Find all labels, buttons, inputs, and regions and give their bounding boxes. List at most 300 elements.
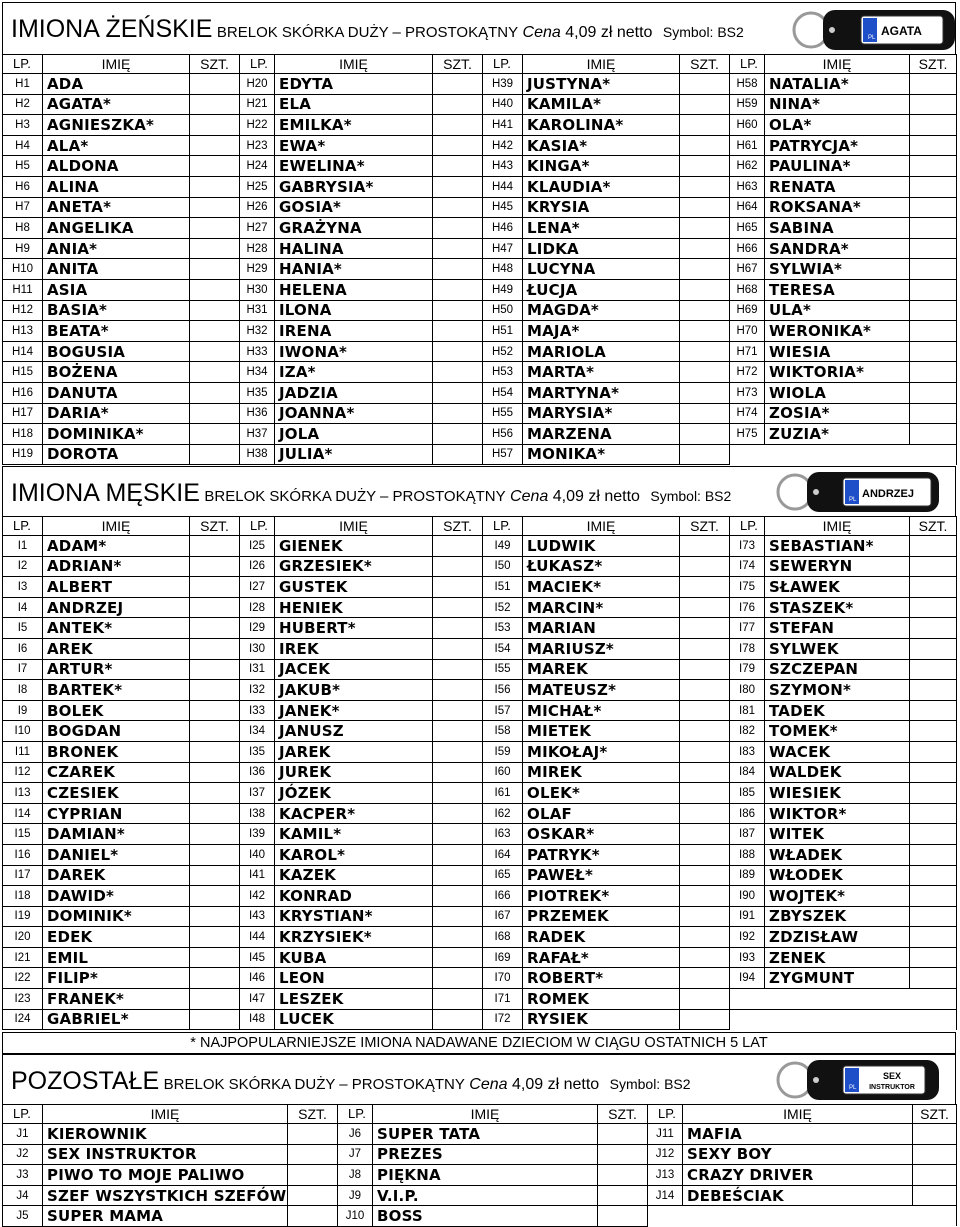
quantity-cell	[680, 156, 730, 177]
item-code: I10	[3, 721, 43, 742]
quantity-cell	[680, 783, 730, 804]
quantity-cell	[190, 741, 240, 762]
table-row	[3, 115, 957, 136]
item-name: GRZESIEK*	[275, 556, 433, 577]
table-row	[3, 218, 957, 239]
table-row	[3, 968, 957, 989]
item-code: I4	[3, 597, 43, 618]
item-name: MARIAN	[523, 618, 680, 639]
item-code: H25	[240, 176, 275, 197]
item-code: I75	[730, 577, 765, 598]
item-code: I74	[730, 556, 765, 577]
quantity-cell	[288, 1206, 338, 1227]
quantity-cell	[680, 618, 730, 639]
quantity-cell	[433, 1009, 483, 1030]
quantity-cell	[910, 844, 957, 865]
quantity-cell	[433, 824, 483, 845]
column-header-name: IMIĘ	[43, 517, 190, 536]
table-row	[3, 362, 957, 383]
quantity-cell	[190, 803, 240, 824]
column-header-lp: LP.	[3, 1105, 43, 1124]
column-header-qty: SZT.	[680, 517, 730, 536]
item-name: ZOSIA*	[765, 403, 910, 424]
quantity-cell	[190, 135, 240, 156]
quantity-cell	[190, 556, 240, 577]
item-code: I21	[3, 947, 43, 968]
item-code: I77	[730, 618, 765, 639]
column-header-lp: LP.	[338, 1105, 373, 1124]
quantity-cell	[680, 762, 730, 783]
item-name: PIWO TO MOJE PALIWO	[43, 1165, 288, 1186]
item-name: JAREK	[275, 741, 433, 762]
column-header-lp: LP.	[648, 1105, 683, 1124]
quantity-cell	[433, 865, 483, 886]
quantity-cell	[680, 721, 730, 742]
item-code: H19	[3, 444, 43, 465]
item-code: J4	[3, 1185, 43, 1206]
quantity-cell	[433, 94, 483, 115]
female-symbol: Symbol: BS2	[662, 24, 744, 40]
quantity-cell	[190, 341, 240, 362]
table-row	[3, 906, 957, 927]
item-code: I18	[3, 886, 43, 907]
item-name: ANDRZEJ	[43, 597, 190, 618]
item-code: I91	[730, 906, 765, 927]
item-code: I34	[240, 721, 275, 742]
table-row	[3, 156, 957, 177]
keychain-tag-image	[773, 467, 943, 517]
table-row	[3, 844, 957, 865]
item-name: TERESA	[765, 279, 910, 300]
svg-text:AGATA: AGATA	[881, 24, 922, 38]
item-name: SEXY BOY	[683, 1144, 913, 1165]
item-name: TADEK	[765, 700, 910, 721]
table-row	[3, 279, 957, 300]
column-header-name: IMIĘ	[43, 1105, 288, 1124]
column-header-qty: SZT.	[190, 517, 240, 536]
item-name: WERONIKA*	[765, 321, 910, 342]
item-name: IREK	[275, 638, 433, 659]
quantity-cell	[680, 638, 730, 659]
quantity-cell	[913, 1144, 957, 1165]
quantity-cell	[680, 382, 730, 403]
quantity-cell	[190, 197, 240, 218]
item-code: H37	[240, 424, 275, 445]
quantity-cell	[680, 300, 730, 321]
table-row	[3, 886, 957, 907]
item-code: I93	[730, 947, 765, 968]
item-code: H16	[3, 382, 43, 403]
quantity-cell	[433, 444, 483, 465]
item-code: I90	[730, 886, 765, 907]
table-row	[3, 618, 957, 639]
item-code: I33	[240, 700, 275, 721]
item-code: H54	[483, 382, 523, 403]
table-row	[3, 135, 957, 156]
item-code: I31	[240, 659, 275, 680]
item-code: H49	[483, 279, 523, 300]
quantity-cell	[910, 74, 957, 95]
column-header-lp: LP.	[240, 55, 275, 74]
table-row	[3, 403, 957, 424]
item-name: DOMINIK*	[43, 906, 190, 927]
item-name: MAREK	[523, 659, 680, 680]
quantity-cell	[910, 783, 957, 804]
empty-cell	[648, 1206, 957, 1227]
female-names-table	[2, 54, 957, 465]
item-code: H66	[730, 238, 765, 259]
item-name: DANUTA	[43, 382, 190, 403]
quantity-cell	[433, 577, 483, 598]
quantity-cell	[910, 680, 957, 701]
item-code: I54	[483, 638, 523, 659]
item-name: WŁODEK	[765, 865, 910, 886]
quantity-cell	[910, 382, 957, 403]
quantity-cell	[910, 536, 957, 557]
item-code: I50	[483, 556, 523, 577]
quantity-cell	[680, 279, 730, 300]
quantity-cell	[190, 638, 240, 659]
other-names-table	[2, 1104, 957, 1227]
item-name: FRANEK*	[43, 989, 190, 1010]
male-title-text: IMIONA MĘSKIE	[11, 479, 200, 507]
item-code: I48	[240, 1009, 275, 1030]
column-header-name: IMIĘ	[275, 55, 433, 74]
item-code: I63	[483, 824, 523, 845]
quantity-cell	[680, 259, 730, 280]
item-name: ILONA	[275, 300, 433, 321]
item-name: WACEK	[765, 741, 910, 762]
item-name: HENIEK	[275, 597, 433, 618]
quantity-cell	[680, 597, 730, 618]
item-code: H32	[240, 321, 275, 342]
item-name: ALA*	[43, 135, 190, 156]
item-code: I53	[483, 618, 523, 639]
table-row	[3, 556, 957, 577]
column-header-name: IMIĘ	[373, 1105, 598, 1124]
item-name: ALDONA	[43, 156, 190, 177]
quantity-cell	[910, 762, 957, 783]
item-name: PAWEŁ*	[523, 865, 680, 886]
item-name: MIKOŁAJ*	[523, 741, 680, 762]
quantity-cell	[598, 1206, 648, 1227]
table-row	[3, 176, 957, 197]
quantity-cell	[433, 947, 483, 968]
quantity-cell	[910, 259, 957, 280]
item-code: I26	[240, 556, 275, 577]
item-name: ADA	[43, 74, 190, 95]
column-header-lp: LP.	[730, 517, 765, 536]
quantity-cell	[433, 197, 483, 218]
item-code: I38	[240, 803, 275, 824]
item-code: H70	[730, 321, 765, 342]
quantity-cell	[910, 577, 957, 598]
item-code: I83	[730, 741, 765, 762]
item-code: H51	[483, 321, 523, 342]
item-name: SZEF WSZYSTKICH SZEFÓW	[43, 1185, 288, 1206]
item-name: ADAM*	[43, 536, 190, 557]
item-name: JUSTYNA*	[523, 74, 680, 95]
quantity-cell	[680, 659, 730, 680]
item-name: KAMIL*	[275, 824, 433, 845]
quantity-cell	[190, 927, 240, 948]
item-name: WIKTORIA*	[765, 362, 910, 383]
quantity-cell	[190, 597, 240, 618]
quantity-cell	[598, 1165, 648, 1186]
item-name: DARIA*	[43, 403, 190, 424]
item-name: MONIKA*	[523, 444, 680, 465]
table-row	[3, 197, 957, 218]
female-title-text: IMIONA ŻEŃSKIE	[11, 15, 213, 43]
quantity-cell	[433, 279, 483, 300]
item-name: AREK	[43, 638, 190, 659]
column-header-row	[3, 1105, 957, 1124]
item-name: WIKTOR*	[765, 803, 910, 824]
quantity-cell	[190, 321, 240, 342]
item-name: MARIOLA	[523, 341, 680, 362]
item-name: HUBERT*	[275, 618, 433, 639]
item-name: EWA*	[275, 135, 433, 156]
item-name: KAZEK	[275, 865, 433, 886]
item-code: I30	[240, 638, 275, 659]
item-name: MARYSIA*	[523, 403, 680, 424]
female-price: 4,09 zł netto	[565, 24, 653, 41]
item-code: H74	[730, 403, 765, 424]
item-code: H46	[483, 218, 523, 239]
svg-text:ANDRZEJ: ANDRZEJ	[862, 488, 914, 500]
item-code: I22	[3, 968, 43, 989]
table-row	[3, 1124, 957, 1145]
male-section-header	[2, 466, 956, 516]
item-name: KONRAD	[275, 886, 433, 907]
item-name: ALBERT	[43, 577, 190, 598]
quantity-cell	[910, 927, 957, 948]
item-name: WŁADEK	[765, 844, 910, 865]
column-header-lp: LP.	[3, 517, 43, 536]
item-code: H41	[483, 115, 523, 136]
female-subtitle: BRELOK SKÓRKA DUŻY – PROSTOKĄTNY	[216, 24, 519, 41]
quantity-cell	[433, 906, 483, 927]
quantity-cell	[190, 382, 240, 403]
item-name: DAREK	[43, 865, 190, 886]
item-code: H75	[730, 424, 765, 445]
svg-text:PL: PL	[849, 1085, 857, 1091]
item-name: LIDKA	[523, 238, 680, 259]
item-code: H22	[240, 115, 275, 136]
keychain-tag-image	[773, 1055, 943, 1105]
female-section-header	[2, 2, 956, 54]
table-row	[3, 1009, 957, 1030]
item-name: HANIA*	[275, 259, 433, 280]
item-name: WIESIEK	[765, 783, 910, 804]
quantity-cell	[190, 680, 240, 701]
quantity-cell	[433, 844, 483, 865]
column-header-lp: LP.	[240, 517, 275, 536]
item-name: PATRYCJA*	[765, 135, 910, 156]
quantity-cell	[910, 824, 957, 845]
item-code: I59	[483, 741, 523, 762]
table-row	[3, 1165, 957, 1186]
item-name: PRZEMEK	[523, 906, 680, 927]
quantity-cell	[433, 927, 483, 948]
quantity-cell	[910, 197, 957, 218]
item-name: OLAF	[523, 803, 680, 824]
item-code: I79	[730, 659, 765, 680]
item-code: H71	[730, 341, 765, 362]
item-name: FILIP*	[43, 968, 190, 989]
item-name: MARZENA	[523, 424, 680, 445]
table-row	[3, 927, 957, 948]
item-code: H56	[483, 424, 523, 445]
item-name: BASIA*	[43, 300, 190, 321]
quantity-cell	[680, 989, 730, 1010]
item-name: EWELINA*	[275, 156, 433, 177]
item-code: I67	[483, 906, 523, 927]
item-name: ADRIAN*	[43, 556, 190, 577]
item-code: I68	[483, 927, 523, 948]
item-name: SEWERYN	[765, 556, 910, 577]
item-code: J1	[3, 1124, 43, 1145]
item-name: ZYGMUNT	[765, 968, 910, 989]
item-code: I64	[483, 844, 523, 865]
item-name: CZESIEK	[43, 783, 190, 804]
table-row	[3, 341, 957, 362]
item-name: DOMINIKA*	[43, 424, 190, 445]
quantity-cell	[680, 700, 730, 721]
quantity-cell	[433, 762, 483, 783]
item-code: J11	[648, 1124, 683, 1145]
column-header-qty: SZT.	[910, 517, 957, 536]
quantity-cell	[433, 424, 483, 445]
item-name: BARTEK*	[43, 680, 190, 701]
quantity-cell	[190, 659, 240, 680]
item-code: H63	[730, 176, 765, 197]
item-code: H48	[483, 259, 523, 280]
quantity-cell	[910, 218, 957, 239]
column-header-name: IMIĘ	[683, 1105, 913, 1124]
column-header-name: IMIĘ	[275, 517, 433, 536]
quantity-cell	[910, 659, 957, 680]
quantity-cell	[433, 362, 483, 383]
item-name: GUSTEK	[275, 577, 433, 598]
item-name: AGATA*	[43, 94, 190, 115]
quantity-cell	[680, 906, 730, 927]
item-code: I89	[730, 865, 765, 886]
quantity-cell	[288, 1185, 338, 1206]
item-name: IRENA	[275, 321, 433, 342]
column-header-name: IMIĘ	[765, 55, 910, 74]
item-code: H27	[240, 218, 275, 239]
item-code: I14	[3, 803, 43, 824]
table-row	[3, 721, 957, 742]
quantity-cell	[680, 176, 730, 197]
item-name: WIESIA	[765, 341, 910, 362]
item-name: KAROLINA*	[523, 115, 680, 136]
column-header-qty: SZT.	[910, 55, 957, 74]
item-name: GIENEK	[275, 536, 433, 557]
item-code: H58	[730, 74, 765, 95]
item-name: PAULINA*	[765, 156, 910, 177]
item-name: EMILKA*	[275, 115, 433, 136]
male-symbol: Symbol: BS2	[650, 488, 732, 504]
item-code: I37	[240, 783, 275, 804]
quantity-cell	[190, 94, 240, 115]
table-row	[3, 597, 957, 618]
quantity-cell	[433, 556, 483, 577]
quantity-cell	[680, 135, 730, 156]
quantity-cell	[910, 638, 957, 659]
item-code: H14	[3, 341, 43, 362]
item-name: RAFAŁ*	[523, 947, 680, 968]
item-code: J6	[338, 1124, 373, 1145]
item-name: ARTUR*	[43, 659, 190, 680]
item-name: SEBASTIAN*	[765, 536, 910, 557]
item-code: I81	[730, 700, 765, 721]
svg-text:PL: PL	[868, 35, 876, 41]
item-code: I29	[240, 618, 275, 639]
quantity-cell	[433, 300, 483, 321]
item-name: DANIEL*	[43, 844, 190, 865]
item-name: IWONA*	[275, 341, 433, 362]
item-name: RENATA	[765, 176, 910, 197]
item-name: SŁAWEK	[765, 577, 910, 598]
item-code: H11	[3, 279, 43, 300]
quantity-cell	[680, 341, 730, 362]
table-row	[3, 382, 957, 403]
item-name: GABRIEL*	[43, 1009, 190, 1030]
item-code: H23	[240, 135, 275, 156]
item-name: EMIL	[43, 947, 190, 968]
quantity-cell	[680, 362, 730, 383]
item-name: ANTEK*	[43, 618, 190, 639]
item-code: I35	[240, 741, 275, 762]
item-name: KASIA*	[523, 135, 680, 156]
quantity-cell	[910, 238, 957, 259]
item-name: DAMIAN*	[43, 824, 190, 845]
item-code: H10	[3, 259, 43, 280]
item-name: WIOLA	[765, 382, 910, 403]
column-header-qty: SZT.	[190, 55, 240, 74]
item-name: SZYMON*	[765, 680, 910, 701]
quantity-cell	[910, 279, 957, 300]
item-name: BRONEK	[43, 741, 190, 762]
item-name: KINGA*	[523, 156, 680, 177]
item-name: ŁUCJA	[523, 279, 680, 300]
male-cena-label: Cena	[510, 488, 549, 505]
item-code: H12	[3, 300, 43, 321]
table-row	[3, 865, 957, 886]
item-code: I88	[730, 844, 765, 865]
quantity-cell	[913, 1165, 957, 1186]
item-code: H13	[3, 321, 43, 342]
item-code: J8	[338, 1165, 373, 1186]
item-name: AGNIESZKA*	[43, 115, 190, 136]
item-code: H53	[483, 362, 523, 383]
item-name: CZAREK	[43, 762, 190, 783]
item-name: BEATA*	[43, 321, 190, 342]
item-name: SANDRA*	[765, 238, 910, 259]
item-name: RADEK	[523, 927, 680, 948]
item-name: DAWID*	[43, 886, 190, 907]
item-name: EDYTA	[275, 74, 433, 95]
item-code: H42	[483, 135, 523, 156]
table-row	[3, 444, 957, 465]
other-cena-label: Cena	[469, 1076, 508, 1093]
quantity-cell	[910, 156, 957, 177]
quantity-cell	[433, 259, 483, 280]
empty-cell	[730, 1009, 957, 1030]
quantity-cell	[190, 74, 240, 95]
